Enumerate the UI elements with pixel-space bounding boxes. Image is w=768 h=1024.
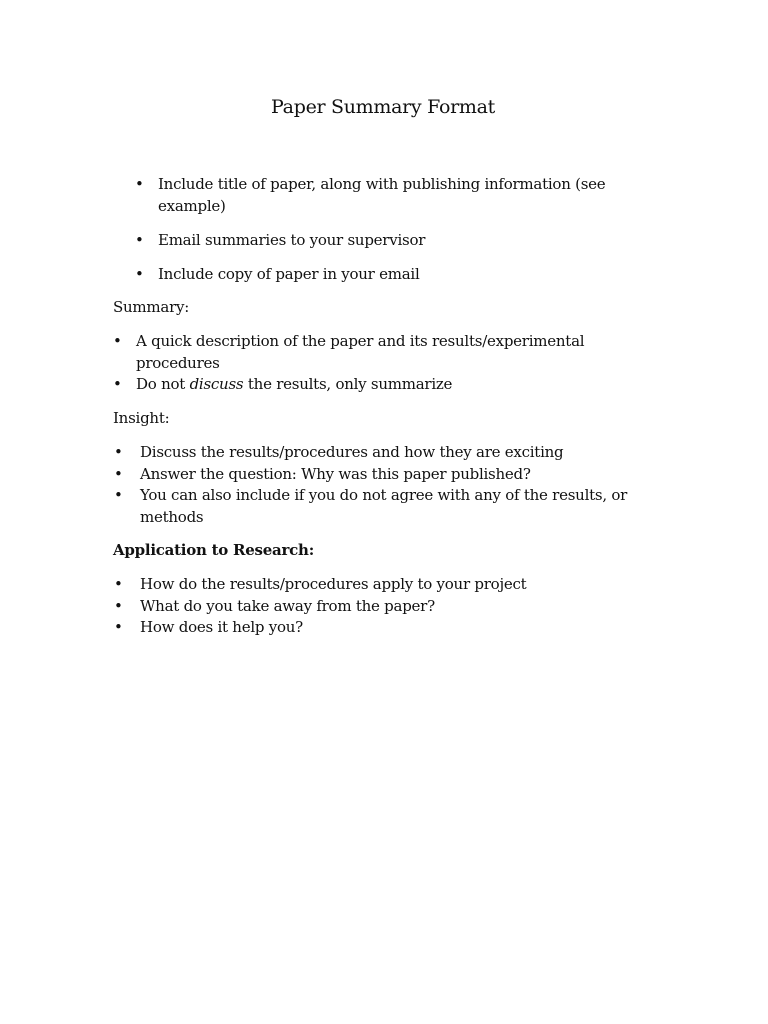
list-item	[114, 617, 526, 639]
document-title: Paper Summary Format	[271, 96, 495, 118]
list-item-text: Answer the question: Why was this paper published?	[140, 464, 531, 483]
bullet-icon: •	[114, 618, 123, 636]
summary-heading: Summary:	[113, 298, 190, 316]
list-item-text: Include title of paper, along with publishing information (see	[158, 175, 606, 193]
list-item-text: Discuss the results/procedures and how they are exciting	[140, 443, 564, 461]
list-item	[114, 464, 627, 486]
bullet-icon: •	[113, 375, 122, 393]
list-item	[114, 485, 628, 528]
bullet-icon: •	[113, 332, 122, 350]
list-item	[135, 174, 606, 217]
list-item	[114, 574, 527, 596]
bullet-icon: •	[135, 175, 144, 193]
application-list	[114, 574, 527, 639]
list-item	[114, 596, 526, 618]
list-item-text: A quick description of the paper and its results/experimental	[136, 332, 585, 350]
bullet-icon: •	[135, 264, 144, 283]
bullet-icon: •	[114, 596, 123, 615]
list-item-text: Email summaries to your supervisor	[158, 230, 426, 249]
bullet-icon: •	[114, 486, 123, 504]
list-item-text: Include copy of paper in your email	[158, 264, 420, 283]
list-item-text-continued: methods	[140, 507, 204, 526]
application-heading: Application to Research:	[113, 541, 314, 559]
list-item-text-continued: example)	[158, 196, 226, 215]
list-item	[135, 230, 605, 252]
list-item-text-continued: procedures	[136, 353, 220, 372]
insight-list	[114, 442, 628, 528]
emphasized-word: discuss	[189, 375, 244, 393]
bullet-icon: •	[135, 230, 144, 249]
list-item	[113, 331, 585, 374]
text-segment: the results, only summarize	[243, 375, 453, 393]
list-item-text: How does it help you?	[140, 618, 303, 636]
list-item-text: You can also include if you do not agree with any of the results, or	[140, 486, 628, 504]
bullet-icon: •	[114, 464, 123, 483]
list-item	[135, 264, 605, 286]
instructions-list	[135, 174, 606, 298]
text-segment: Do not	[136, 375, 190, 393]
bullet-icon: •	[114, 443, 123, 461]
summary-list	[113, 331, 585, 396]
insight-heading: Insight:	[113, 409, 170, 427]
list-item	[113, 374, 584, 396]
list-item-text: How do the results/procedures apply to your project	[140, 575, 527, 593]
bullet-icon: •	[114, 575, 123, 593]
list-item	[114, 442, 627, 464]
list-item-text: What do you take away from the paper?	[140, 596, 435, 615]
list-item-text	[136, 374, 584, 396]
